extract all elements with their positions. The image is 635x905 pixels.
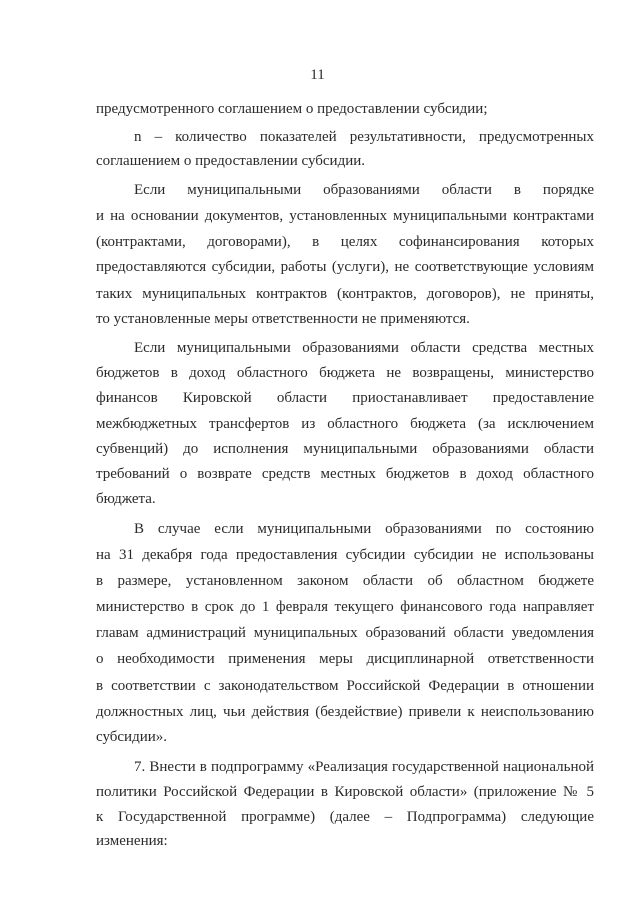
text-line: Если муниципальными образованиями области в порядке — [134, 182, 594, 198]
text-line: Если муниципальными образованиями области средства местных — [134, 340, 594, 356]
text-line: межбюджетных трансфертов из областного бюджета (за исключением — [96, 416, 594, 432]
text-line: предусмотренного соглашением о предоставлении субсидии; — [96, 101, 488, 117]
text-line: бюджетов в доход областного бюджета не возвращены, министерство — [96, 365, 594, 381]
text-line: изменения: — [96, 833, 168, 849]
text-line: требований о возврате средств местных бюджетов в доход областного — [96, 466, 594, 482]
text-line: 7. Внести в подпрограмму «Реализация государственной национальной — [134, 759, 594, 775]
text-line: к Государственной программе) (далее – Подпрограмма) следующие — [96, 809, 594, 825]
text-line: субвенций) до исполнения муниципальными образованиями области — [96, 441, 594, 457]
text-line: политики Российской Федерации в Кировской области» (приложение № 5 — [96, 784, 594, 800]
text-line: субсидии». — [96, 729, 168, 745]
text-line: и на основании документов, установленных муниципальными контрактами — [96, 208, 594, 224]
text-line: предоставляются субсидии, работы (услуги), не соответствующие условиям — [96, 259, 594, 275]
text-line: должностных лиц, чьи действия (бездействие) привели к неиспользованию — [96, 704, 594, 720]
text-line: финансов Кировской области приостанавливает предоставление — [96, 390, 594, 406]
text-line: главам администраций муниципальных образований области уведомления — [96, 625, 594, 641]
text-line: в размере, установленном законом области об областном бюджете — [96, 573, 594, 589]
text-line: соглашением о предоставлении субсидии. — [96, 153, 366, 169]
text-line: бюджета. — [96, 491, 156, 507]
text-line: в соответствии с законодательством Российской Федерации в отношении — [96, 678, 594, 694]
text-line: о необходимости применения меры дисциплинарной ответственности — [96, 651, 594, 667]
page-number: 11 — [310, 67, 325, 83]
text-line: В случае если муниципальными образованиями по состоянию — [134, 521, 594, 537]
text-line: (контрактами, договорами), в целях софинансирования которых — [96, 234, 594, 250]
text-line: министерство в срок до 1 февраля текущего финансового года направляет — [96, 599, 594, 615]
text-line: на 31 декабря года предоставления субсидии субсидии не использованы — [96, 547, 594, 563]
text-line: то установленные меры ответственности не применяются. — [96, 311, 470, 327]
text-line: таких муниципальных контрактов (контрактов, договоров), не приняты, — [96, 286, 594, 302]
text-line: n – количество показателей результативности, предусмотренных — [134, 129, 594, 145]
